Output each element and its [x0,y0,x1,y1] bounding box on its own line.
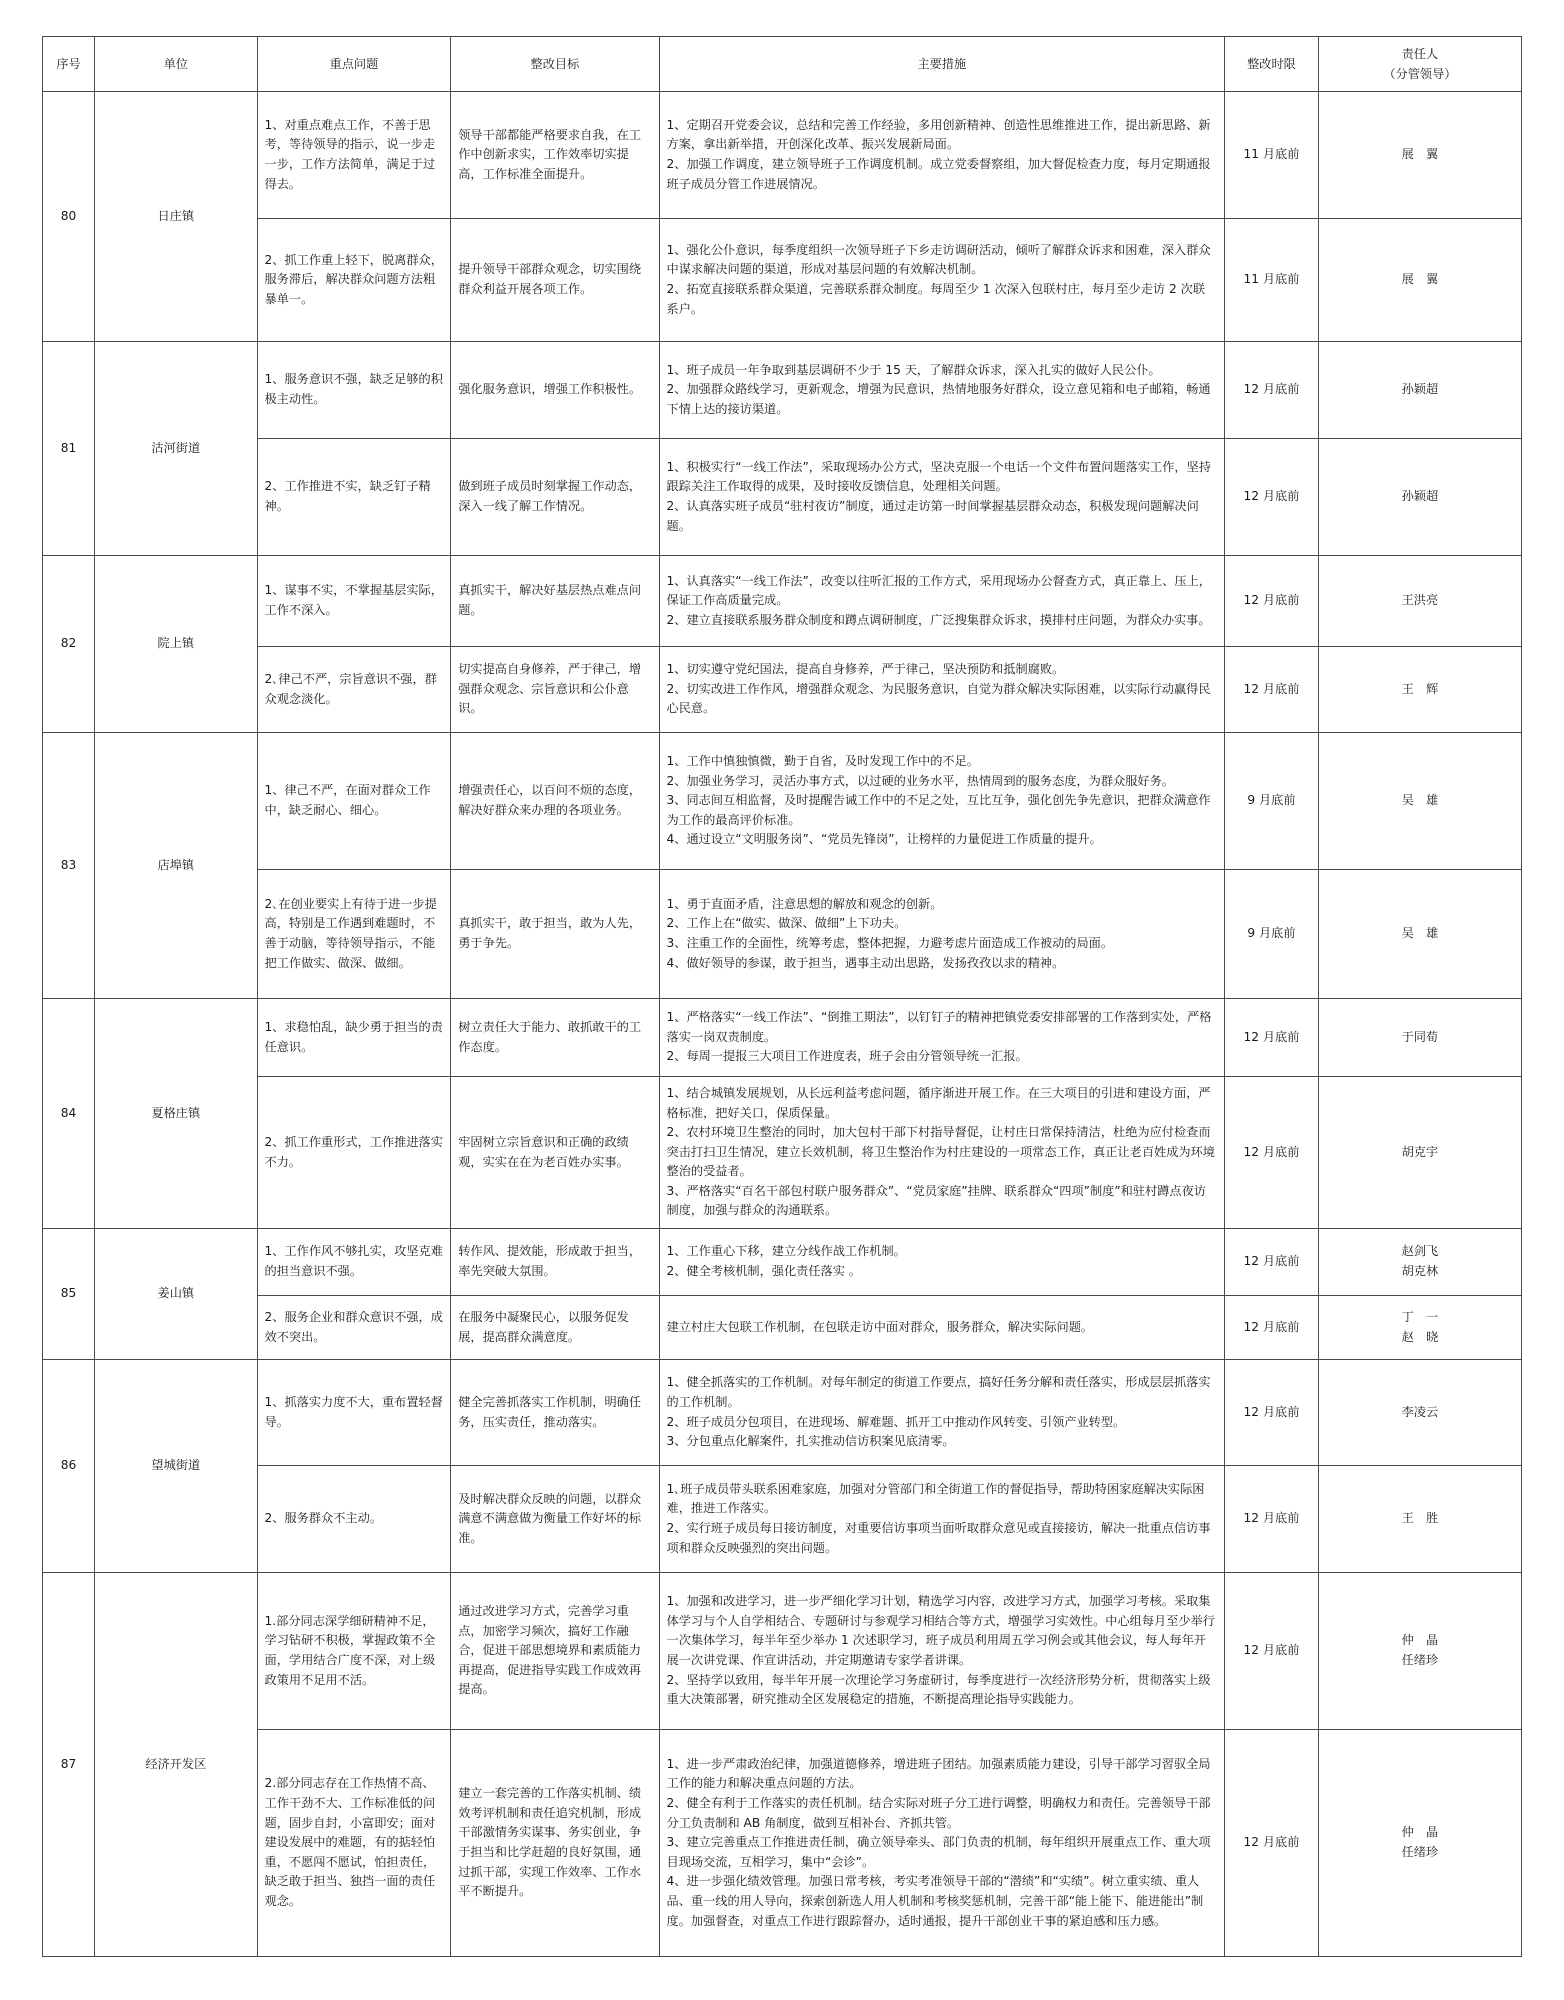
goal-cell: 真抓实干，解决好基层热点难点问题。 [451,556,659,647]
measures-cell: 1、勇于直面矛盾，注意思想的解放和观念的创新。 2、工作上在“做实、做深、做细”上下功夫。 3、注重工作的全面性，统筹考虑，整体把握，力避考虑片面造成工作被动的局面。 4、做好领导的参谋，敢于担当，遇事主动出思路，发扬孜孜以求的精神。 [659,870,1225,999]
measures-cell: 1、定期召开党委会议，总结和完善工作经验，多用创新精神、创造性思维推进工作，提出新思路、新方案，拿出新举措，开创深化改革、振兴发展新局面。 2、加强工作调度，建立领导班子工作调度机制。成立党委督察组，加大督促检查力度，每月定期通报班子成员分管工作进展情况。 [659,92,1225,219]
header-deadline: 整改时限 [1225,37,1319,92]
problem-cell: 2、工作推进不实，缺乏钉子精神。 [257,439,451,556]
problem-cell: 2､在创业要实上有待于进一步提高，特别是工作遇到难题时，不善于动脑，等待领导指示，不能把工作做实、做深、做细。 [257,870,451,999]
unit-name: 望城街道 [95,1360,257,1573]
responsible-cell: 吴 雄 [1318,870,1521,999]
measures-cell: 1、切实遵守党纪国法，提高自身修养，严于律己，坚决预防和抵制腐败。 2、切实改进工作作风，增强群众观念、为民服务意识，自觉为群众解决实际困难，以实际行动赢得民心民意。 [659,647,1225,733]
table-row [43,92,1522,219]
measures-cell: 1、强化公仆意识，每季度组织一次领导班子下乡走访调研活动，倾听了解群众诉求和困难，深入群众中谋求解决问题的渠道，形成对基层问题的有效解决机制。 2、拓宽直接联系群众渠道，完善联系群众制度。每周至少 1 次深入包联村庄，每月至少走访 2 次联系户。 [659,219,1225,342]
measures-cell: 1、班子成员一年争取到基层调研不少于 15 天，了解群众诉求，深入扎实的做好人民公仆。 2、加强群众路线学习，更新观念，增强为民意识，热情地服务好群众，设立意见箱和电子邮箱，畅通下情上达的接访渠道。 [659,342,1225,439]
deadline-cell: 12 月底前 [1225,556,1319,647]
problem-cell: 1、求稳怕乱，缺少勇于担当的责任意识。 [257,999,451,1077]
header-problem: 重点问题 [257,37,451,92]
measures-cell: 1、加强和改进学习，进一步严细化学习计划，精选学习内容，改进学习方式，加强学习考核。采取集体学习与个人自学相结合、专题研讨与参观学习相结合等方式，增强学习实效性。中心组每月至少举行一次集体学习，每半年至少举办 1 次述职学习，班子成员利用周五学习例会或其他会议，每人每年开展一次讲党课、作宣讲活动，并定期邀请专家学者讲课。 2、坚持学以致用，每半年开展一次理论学习务虚研讨，每季度进行一次经济形势分析，贯彻落实上级重大决策部署，研究推动全区发展稳定的措施，不断提高理论指导实践能力。 [659,1573,1225,1730]
header-row [43,37,1522,92]
problem-cell: 2.部分同志存在工作热情不高、工作干劲不大、工作标准低的问题，固步自封，小富即安；面对建设发展中的难题，有的掂轻怕重，不愿闯不愿试，怕担责任，缺乏敢于担当、独挡一面的责任观念。 [257,1730,451,1957]
problem-cell: 2、抓工作重上轻下，脱离群众，服务滞后，解决群众问题方法粗暴单一。 [257,219,451,342]
unit-name: 经济开发区 [95,1573,257,1957]
problem-cell: 1、对重点难点工作，不善于思考，等待领导的指示，说一步走一步，工作方法简单，满足于过得去。 [257,92,451,219]
measures-cell: 1、结合城镇发展规划，从长远利益考虑问题，循序渐进开展工作。在三大项目的引进和建设方面，严格标准，把好关口，保质保量。 2、农村环境卫生整治的同时，加大包村干部下村指导督促，让村庄日常保持清洁，杜绝为应付检查而突击打扫卫生情况，建立长效机制，将卫生整治作为村庄建设的一项常态工作，真正让老百姓成为环境整治的受益者。 3、严格落实“百名干部包村联户服务群众”、“党员家庭”挂牌、联系群众“四项”制度”和驻村蹲点夜访制度，加强与群众的沟通联系。 [659,1077,1225,1229]
measures-cell: 1、积极实行“一线工作法”，采取现场办公方式，坚决克服一个电话一个文件布置问题落实工作，坚持跟踪关注工作取得的成果，及时接收反馈信息，处理相关问题。 2、认真落实班子成员“驻村夜访”制度，通过走访第一时间掌握基层群众动态，积极发现问题解决问题。 [659,439,1225,556]
deadline-cell: 12 月底前 [1225,1360,1319,1466]
table-row [43,1229,1522,1296]
goal-cell: 健全完善抓落实工作机制，明确任务，压实责任，推动落实。 [451,1360,659,1466]
header-goal: 整改目标 [451,37,659,92]
table-row [43,1466,1522,1573]
measures-cell: 1、工作中慎独慎微，勤于自省，及时发现工作中的不足。 2、加强业务学习，灵活办事方式，以过硬的业务水平，热情周到的服务态度，为群众服好务。 3、同志间互相监督，及时提醒告诫工作中的不足之处，互比互争，强化创先争先意识，把群众满意作为工作的最高评价标准。 4、通过设立“文明服务岗”、“党员先锋岗”，让榜样的力量促进工作质量的提升。 [659,733,1225,870]
responsible-cell: 展 翼 [1318,219,1521,342]
goal-cell: 切实提高自身修养，严于律己，增强群众观念、宗旨意识和公仆意识。 [451,647,659,733]
responsible-cell: 丁 一 赵 晓 [1318,1296,1521,1360]
unit-number: 82 [43,556,95,733]
goal-cell: 牢固树立宗旨意识和正确的政绩观，实实在在为老百姓办实事。 [451,1077,659,1229]
problem-cell: 1、工作作风不够扎实，攻坚克难的担当意识不强。 [257,1229,451,1296]
goal-cell: 建立一套完善的工作落实机制、绩效考评机制和责任追究机制，形成干部激情务实谋事、务实创业，争于担当和比学赶超的良好氛围，通过抓干部，实现工作效率、工作水平不断提升。 [451,1730,659,1957]
measures-cell: 1、健全抓落实的工作机制。对每年制定的街道工作要点，搞好任务分解和责任落实，形成层层抓落实的工作机制。 2、班子成员分包项目，在进现场、解难题、抓开工中推动作风转变、引领产业转型。 3、分包重点化解案件，扎实推动信访积案见底清零。 [659,1360,1225,1466]
deadline-cell: 11 月底前 [1225,92,1319,219]
unit-name: 沽河街道 [95,342,257,556]
goal-cell: 做到班子成员时刻掌握工作动态，深入一线了解工作情况。 [451,439,659,556]
deadline-cell: 12 月底前 [1225,1229,1319,1296]
goal-cell: 树立责任大于能力、敢抓敢干的工作态度。 [451,999,659,1077]
measures-cell: 1、认真落实“一线工作法”，改变以往听汇报的工作方式，采用现场办公督查方式，真正靠上、压上，保证工作高质量完成。 2、建立直接联系服务群众制度和蹲点调研制度，广泛搜集群众诉求，摸排村庄问题，为群众办实事。 [659,556,1225,647]
responsible-cell: 王 辉 [1318,647,1521,733]
table-row [43,219,1522,342]
unit-name: 夏格庄镇 [95,999,257,1229]
header-responsible-sub: （分管领导） [1383,67,1457,81]
responsible-cell: 王洪亮 [1318,556,1521,647]
responsible-cell: 赵剑飞 胡克林 [1318,1229,1521,1296]
header-responsible-main: 责任人 [1401,47,1439,61]
header-unit: 单位 [95,37,257,92]
goal-cell: 领导干部都能严格要求自我，在工作中创新求实，工作效率切实提高，工作标准全面提升。 [451,92,659,219]
table-row [43,1296,1522,1360]
deadline-cell: 12 月底前 [1225,1077,1319,1229]
responsible-cell: 展 翼 [1318,92,1521,219]
problem-cell: 2、服务企业和群众意识不强，成效不突出。 [257,1296,451,1360]
problem-cell: 2､律己不严，宗旨意识不强，群众观念淡化。 [257,647,451,733]
table-row [43,870,1522,999]
problem-cell: 1.部分同志深学细研精神不足，学习钻研不积极，掌握政策不全面，学用结合广度不深，对上级政策用不足用不活。 [257,1573,451,1730]
goal-cell: 增强责任心，以百问不烦的态度，解决好群众来办理的各项业务。 [451,733,659,870]
measures-cell: 1、严格落实“一线工作法”、“倒推工期法”，以钉钉子的精神把镇党委安排部署的工作落到实处，严格落实一岗双责制度。 2、每周一提报三大项目工作进度表，班子会由分管领导统一汇报。 [659,999,1225,1077]
responsible-cell: 孙颖超 [1318,439,1521,556]
header-responsible [1318,37,1521,92]
responsible-cell: 仲 晶 任绪珍 [1318,1730,1521,1957]
table-row [43,647,1522,733]
responsible-cell: 孙颖超 [1318,342,1521,439]
unit-number: 86 [43,1360,95,1573]
problem-cell: 2、抓工作重形式，工作推进落实不力。 [257,1077,451,1229]
responsible-cell: 吴 雄 [1318,733,1521,870]
deadline-cell: 12 月底前 [1225,1730,1319,1957]
table-row [43,1077,1522,1229]
problem-cell: 1、服务意识不强，缺乏足够的积极主动性。 [257,342,451,439]
deadline-cell: 11 月底前 [1225,219,1319,342]
unit-number: 85 [43,1229,95,1360]
responsible-cell: 于同荀 [1318,999,1521,1077]
deadline-cell: 12 月底前 [1225,342,1319,439]
unit-number: 87 [43,1573,95,1957]
unit-name: 日庄镇 [95,92,257,342]
rectification-table [42,36,1522,1957]
unit-number: 83 [43,733,95,999]
table-row [43,556,1522,647]
deadline-cell: 9 月底前 [1225,733,1319,870]
unit-number: 84 [43,999,95,1229]
deadline-cell: 9 月底前 [1225,870,1319,999]
measures-cell: 建立村庄大包联工作机制，在包联走访中面对群众，服务群众，解决实际问题。 [659,1296,1225,1360]
header-no: 序号 [43,37,95,92]
problem-cell: 2、服务群众不主动。 [257,1466,451,1573]
table-row [43,733,1522,870]
table-row [43,1360,1522,1466]
unit-number: 80 [43,92,95,342]
table-row [43,342,1522,439]
measures-cell: 1、进一步严肃政治纪律，加强道德修养，增进班子团结。加强素质能力建设，引导干部学习習驭全局工作的能力和解决重点问题的方法。 2、健全有利于工作落实的责任机制。结合实际对班子分工进行调整，明确权力和责任。完善领导干部分工负责制和 AB 角制度，做到互相补台、齐抓共管。 3、建立完善重点工作推进责任制，确立领导牵头、部门负责的机制，每年组织开展重点工作、重大项目现场交流，互相学习，集中“会诊”。 4、进一步强化绩效管理。加强日常考核，考实考准领导干部的“潜绩”和“实绩”。树立重实绩、重人品、重一线的用人导向，探索创新选人用人机制和考核奖惩机制，完善干部“能上能下、能进能出”制度。加强督查，对重点工作进行跟踪督办，适时通报，提升干部创业干事的紧迫感和压力感。 [659,1730,1225,1957]
table-row [43,1573,1522,1730]
unit-name: 姜山镇 [95,1229,257,1360]
responsible-cell: 李凌云 [1318,1360,1521,1466]
table-row [43,1730,1522,1957]
responsible-cell: 仲 晶 任绪珍 [1318,1573,1521,1730]
goal-cell: 在服务中凝聚民心，以服务促发展，提高群众满意度。 [451,1296,659,1360]
problem-cell: 1、谋事不实，不掌握基层实际，工作不深入。 [257,556,451,647]
responsible-cell: 王 胜 [1318,1466,1521,1573]
goal-cell: 转作风、提效能，形成敢于担当，率先突破大氛围。 [451,1229,659,1296]
responsible-cell: 胡克宇 [1318,1077,1521,1229]
deadline-cell: 12 月底前 [1225,1573,1319,1730]
measures-cell: 1､班子成员带头联系困难家庭，加强对分管部门和全街道工作的督促指导，帮助特困家庭解决实际困难，推进工作落实。 2、实行班子成员每日接访制度，对重要信访事项当面听取群众意见或直接接访，解决一批重点信访事项和群众反映强烈的突出问题。 [659,1466,1225,1573]
problem-cell: 1、律己不严，在面对群众工作中，缺乏耐心、细心。 [257,733,451,870]
unit-number: 81 [43,342,95,556]
deadline-cell: 12 月底前 [1225,647,1319,733]
deadline-cell: 12 月底前 [1225,439,1319,556]
unit-name: 店埠镇 [95,733,257,999]
table-row [43,999,1522,1077]
table-row [43,439,1522,556]
header-measures: 主要措施 [659,37,1225,92]
deadline-cell: 12 月底前 [1225,1466,1319,1573]
goal-cell: 提升领导干部群众观念，切实围绕群众利益开展各项工作。 [451,219,659,342]
goal-cell: 强化服务意识，增强工作积极性。 [451,342,659,439]
goal-cell: 通过改进学习方式，完善学习重点，加密学习频次，搞好工作融合，促进干部思想境界和素质能力再提高，促进指导实践工作成效再提高。 [451,1573,659,1730]
goal-cell: 真抓实干，敢于担当，敢为人先，勇于争先。 [451,870,659,999]
unit-name: 院上镇 [95,556,257,733]
deadline-cell: 12 月底前 [1225,1296,1319,1360]
goal-cell: 及时解决群众反映的问题，以群众满意不满意做为衡量工作好坏的标准。 [451,1466,659,1573]
measures-cell: 1、工作重心下移，建立分线作战工作机制。 2、健全考核机制，强化责任落实 。 [659,1229,1225,1296]
deadline-cell: 12 月底前 [1225,999,1319,1077]
problem-cell: 1、抓落实力度不大，重布置轻督导。 [257,1360,451,1466]
